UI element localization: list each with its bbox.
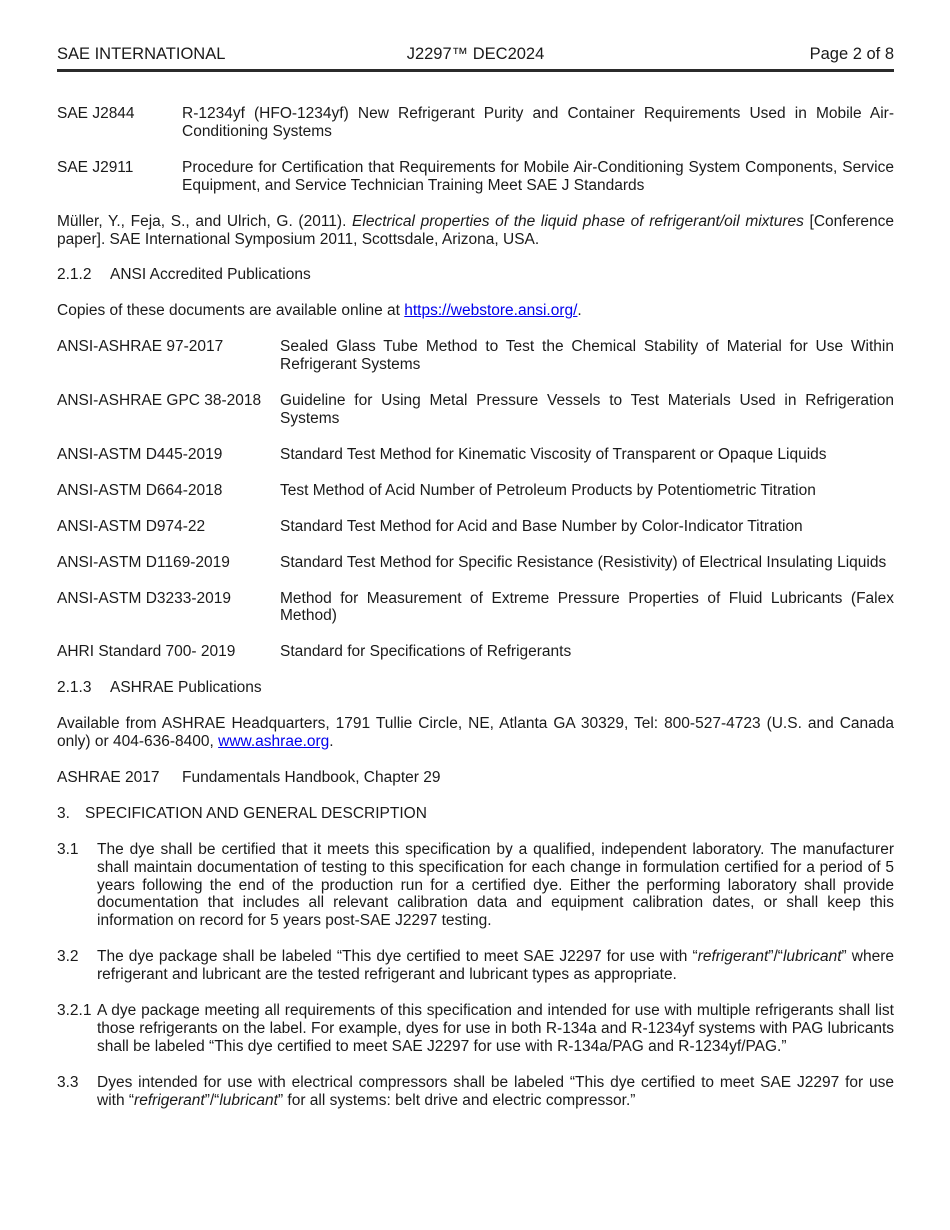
reference-id: ANSI-ASTM D445-2019 <box>57 445 223 463</box>
text-segment: refrigerant <box>134 1091 205 1109</box>
reference-description: Guideline for Using Metal Pressure Vessels to Test Materials Used in Refrigeration Systems <box>280 392 894 427</box>
text-segment: Electrical properties of the liquid phase of refrigerant/oil mixtures <box>352 212 804 230</box>
reference-row <box>57 338 894 374</box>
clause-number: 3.2.1 <box>57 1002 92 1020</box>
text-segment: ”/“ <box>768 948 783 966</box>
section-number: 2.1.2 <box>57 266 92 284</box>
clause-3-3 <box>57 1074 894 1110</box>
document-body <box>57 105 894 1110</box>
text-segment: ” for all systems: belt drive and electric compressor.” <box>277 1091 636 1109</box>
page-header <box>57 44 894 72</box>
reference-row <box>57 590 894 626</box>
text-segment: A dye package meeting all requirements of this specification and intended for use with multiple refrigerants shall list those refrigerants on the label. For example, dyes for use in both R-134a and R-1234yf systems with PAG lubricants shall be labeled “This dye certified to meet SAE J2297 for use with R-134a/PAG and R-1234yf/PAG.” <box>97 1002 894 1055</box>
section-heading-2-1-3 <box>57 679 894 697</box>
clause-text <box>97 841 894 931</box>
clause-text <box>97 1002 894 1056</box>
reference-description: Fundamentals Handbook, Chapter 29 <box>182 768 441 786</box>
section-title: ASHRAE Publications <box>110 679 262 697</box>
clause-number: 3.1 <box>57 840 79 858</box>
literature-reference <box>57 213 894 249</box>
text-segment: ” where refrigerant and lubricant are the tested refrigerant and lubricant types as appropriate. <box>97 948 894 984</box>
reference-id: SAE J2844 <box>57 105 135 122</box>
clause-text <box>97 948 894 984</box>
clause-3-2 <box>57 948 894 984</box>
reference-description: Standard Test Method for Acid and Base Number by Color-Indicator Titration <box>280 517 803 535</box>
reference-row <box>57 518 894 536</box>
reference-description: R-1234yf (HFO-1234yf) New Refrigerant Purity and Container Requirements Used in Mobile Air-Conditioning Systems <box>182 105 894 140</box>
header-org: SAE INTERNATIONAL <box>57 45 226 63</box>
hyperlink[interactable]: www.ashrae.org <box>218 733 330 751</box>
reference-row <box>57 159 894 195</box>
section-title: SPECIFICATION AND GENERAL DESCRIPTION <box>85 804 427 822</box>
availability-note <box>57 302 894 320</box>
clause-number: 3.3 <box>57 1073 79 1091</box>
text-segment: Available from ASHRAE Headquarters, 1791 Tullie Circle, NE, Atlanta GA 30329, Tel: 800-527-4723 (U.S. and Canada only) or 404-636-8400, <box>57 715 894 751</box>
clause-number: 3.2 <box>57 948 79 966</box>
text-segment: . <box>329 733 334 751</box>
reference-row <box>57 392 894 428</box>
clause-text <box>97 1074 894 1110</box>
section-number: 3. <box>57 804 70 822</box>
reference-description: Standard for Specifications of Refrigerants <box>280 643 572 661</box>
reference-description: Standard Test Method for Kinematic Viscosity of Transparent or Opaque Liquids <box>280 445 827 463</box>
text-segment: lubricant <box>219 1091 278 1109</box>
reference-id: SAE J2911 <box>57 158 134 176</box>
clause-3-2-1 <box>57 1002 894 1056</box>
text-segment: lubricant <box>782 948 842 966</box>
header-page-number: Page 2 of 8 <box>809 45 894 63</box>
text-segment: . <box>577 302 582 320</box>
text-segment: Dyes intended for use with electrical compressors shall be labeled “This dye certified to meet SAE J2297 for use with “ <box>97 1073 894 1109</box>
text-segment: The dye shall be certified that it meets this specification by a qualified, independent laboratory. The manufacturer shall maintain documentation of testing to this specification for each change in formulation certified for a period of 5 years following the end of the production run for a certified dye. Either the performing laboratory shall provide documentation that includes all relevant calibration data and equipment calibration dates, or shall keep this information on record for 5 years post-SAE J2297 testing. <box>97 840 894 930</box>
reference-id: ANSI-ASTM D664-2018 <box>57 481 223 499</box>
text-segment: refrigerant <box>697 948 769 966</box>
clause-3-1 <box>57 841 894 931</box>
reference-description: Test Method of Acid Number of Petroleum Products by Potentiometric Titration <box>280 481 816 499</box>
reference-row <box>57 105 894 141</box>
reference-description: Standard Test Method for Specific Resistance (Resistivity) of Electrical Insulating Liquids <box>280 553 887 571</box>
reference-row <box>57 554 894 572</box>
header-doc-number: J2297™ DEC2024 <box>406 45 545 63</box>
reference-id: ANSI-ASTM D974-22 <box>57 517 206 535</box>
text-segment: ”/“ <box>204 1091 220 1109</box>
reference-description: Sealed Glass Tube Method to Test the Chemical Stability of Material for Use Within Refrigerant Systems <box>280 338 894 374</box>
reference-id: ASHRAE 2017 <box>57 768 160 786</box>
reference-description: Method for Measurement of Extreme Pressure Properties of Fluid Lubricants (Falex Method) <box>280 589 894 625</box>
reference-description: Procedure for Certification that Requirements for Mobile Air-Conditioning System Components, Service Equipment, and Service Technician Training Meet SAE J Standards <box>182 158 894 194</box>
hyperlink[interactable]: https://webstore.ansi.org/ <box>404 302 578 320</box>
reference-id: ANSI-ASTM D3233-2019 <box>57 589 232 607</box>
text-segment: [Conference paper]. SAE International Symposium 2011, Scottsdale, Arizona, USA. <box>57 212 894 248</box>
section-number: 2.1.3 <box>57 679 92 697</box>
text-segment: Copies of these documents are available online at <box>57 302 405 320</box>
reference-id: AHRI Standard 700- 2019 <box>57 643 236 661</box>
reference-row <box>57 482 894 500</box>
section-heading-3 <box>57 805 894 823</box>
reference-id: ANSI-ASTM D1169-2019 <box>57 553 230 571</box>
reference-id: ANSI-ASHRAE 97-2017 <box>57 338 224 356</box>
text-segment: Müller, Y., Feja, S., and Ulrich, G. (2011). <box>57 212 353 230</box>
reference-row <box>57 769 894 787</box>
section-heading-2-1-2 <box>57 266 894 284</box>
reference-row <box>57 643 894 661</box>
text-segment: The dye package shall be labeled “This dye certified to meet SAE J2297 for use with “ <box>97 948 698 966</box>
reference-id: ANSI-ASHRAE GPC 38-2018 <box>57 392 262 410</box>
reference-row <box>57 446 894 464</box>
availability-note <box>57 715 894 751</box>
section-title: ANSI Accredited Publications <box>110 266 311 284</box>
